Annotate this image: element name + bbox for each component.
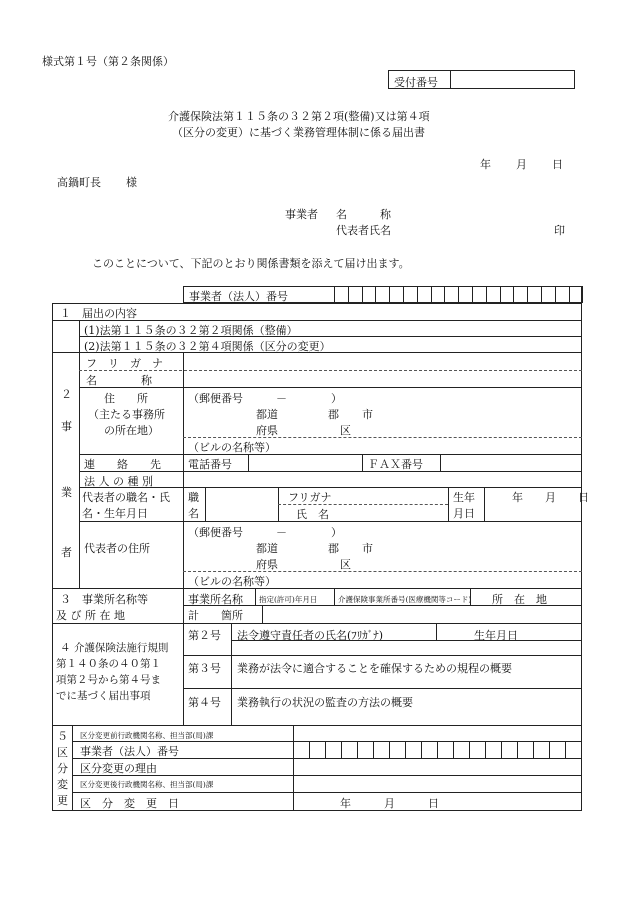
item-no3-label: 第３号 [188,662,221,675]
postal-code: （郵便番号 － ） [188,392,342,405]
s5-corp-number-digit-cell[interactable] [549,741,566,759]
corp-number-digit-cell[interactable] [417,286,432,303]
s5-corp-number-digit-cell[interactable] [293,741,310,759]
s5-corp-number-digit-cell[interactable] [373,741,390,759]
s5-corp-number-digit-cell[interactable] [405,741,422,759]
building-name-label: （ビルの名称等） [188,441,276,454]
corp-number-digit-cell[interactable] [375,286,390,303]
section4-label-1: ４ 介護保険法施行規則 [60,642,169,654]
s5-corp-number-digit-cell[interactable] [469,741,486,759]
corp-number-digit-cell[interactable] [403,286,418,303]
section2-number: ２ [61,388,72,401]
rep-county-gun: 郡 [328,542,339,555]
section2-vertical-1: 事 [61,420,72,433]
compliance-rules-label: 業務が法令に適合することを確保するための規程の概要 [237,662,512,675]
s5-corp-number-label: 事業者（法人）番号 [80,745,179,758]
office-name-label: 事業所名称 [188,593,243,606]
corp-number-digit-cell[interactable] [472,286,487,303]
corp-number-digit-cell[interactable] [527,286,542,303]
corp-number-label: 事業者（法人）番号 [189,290,288,303]
section3-label-2: 及 び 所 在 地 [56,609,125,622]
change-date-ymd: 年 月 日 [340,797,439,810]
section4-label-4: でに基づく届出事項 [56,690,151,702]
corp-number-digit-cell[interactable] [541,286,556,303]
rep-title-label-1: 代表者の職名・氏 [82,491,170,504]
designated-date-label: 指定(許可)年月日 [259,595,318,604]
rep-address-label: 代表者の住所 [84,542,150,555]
seal-mark: 印 [554,224,565,237]
address-label: 住 所 [104,392,148,405]
section1-option-2[interactable]: (2)法第１１５条の３２第４項関係（区分の変更） [84,340,331,353]
recipient-honorific: 様 [126,176,137,189]
city-shi: 市 [362,408,373,421]
receipt-number-label: 受付番号 [394,76,438,89]
form-number: 様式第１号（第２条関係） [42,55,174,68]
shoku-label-2: 名 [188,507,199,520]
prefecture-fu-ken: 府県 [256,424,278,437]
section1-heading: １ 届出の内容 [60,307,137,320]
s5-corp-number-digit-cell[interactable] [341,741,358,759]
rep-name-label: 氏 名 [296,508,329,521]
birth-label-1: 生年 [453,491,475,504]
applicant-label: 事業者 [285,208,318,221]
shoku-label-1: 職 [188,491,199,504]
corp-number-digit-cell[interactable] [486,286,501,303]
corp-number-digit-cell[interactable] [555,286,570,303]
section2-vertical-2: 業 [61,486,72,499]
location-label: 所 在 地 [492,593,547,606]
s5-corp-number-digit-cell[interactable] [453,741,470,759]
section1-option-1[interactable]: (1)法第１１５条の３２第２項関係（整備） [84,324,298,337]
section5-vertical-3: 変 [57,778,68,791]
audit-method-label: 業務執行の状況の監査の方法の概要 [237,696,413,709]
corp-type-label: 法 人 の 種 別 [84,475,153,488]
s5-corp-number-digit-cell[interactable] [501,741,518,759]
before-agency-label: 区分変更前行政機関名称、担当部(局)課 [80,731,214,740]
office-number-label: 介護保険事業所番号(医療機関等コード) [338,595,472,604]
change-date-label: 区 分 変 更 日 [80,797,179,810]
recipient-name: 高鍋町長 [57,176,101,189]
rep-ward-ku: 区 [340,558,351,571]
ward-ku: 区 [340,424,351,437]
intro-text: このことについて、下記のとおり関係書類を添えて届け出ます。 [92,257,410,270]
birth-ymd: 年 月 日 [512,491,589,504]
date-day: 日 [552,158,563,171]
corp-number-digit-cell[interactable] [362,286,377,303]
change-reason-label: 区分変更の理由 [80,762,157,775]
corp-number-digit-cell[interactable] [431,286,446,303]
rep-city-shi: 市 [362,542,373,555]
applicant-rep-label: 代表者氏名 [336,224,391,237]
corp-number-digit-cell[interactable] [334,286,349,303]
corp-number-digit-cell[interactable] [348,286,363,303]
rep-prefecture-to-do: 都道 [256,542,278,555]
corp-number-digit-cell[interactable] [458,286,473,303]
birth-label-2: 月日 [453,507,475,520]
section5-vertical-4: 更 [57,794,68,807]
date-year: 年 [480,158,491,171]
section2-vertical-3: 者 [61,546,72,559]
after-agency-label: 区分変更後行政機関名称、担当部(局)課 [80,780,214,789]
compliance-officer-label: 法令遵守責任者の氏名(ﾌﾘｶﾞﾅ) [237,629,384,642]
item-no2-label: 第２号 [188,629,221,642]
corp-number-digit-cell[interactable] [513,286,528,303]
tel-label: 電話番号 [188,458,232,471]
s5-corp-number-digit-cell[interactable] [309,741,326,759]
contact-label: 連 絡 先 [84,458,161,471]
s5-corp-number-digit-cell[interactable] [517,741,534,759]
section5-number: ５ [57,730,68,743]
rep-furigana-label: フリガナ [288,491,332,504]
section5-vertical-2: 分 [57,762,68,775]
total-count-label: 計 箇所 [188,609,243,622]
s5-corp-number-digit-cell[interactable] [357,741,374,759]
s5-corp-number-digit-cell[interactable] [565,741,582,759]
corp-number-digit-cell[interactable] [444,286,459,303]
compliance-birth-label: 生年月日 [474,629,518,642]
item-no4-label: 第４号 [188,696,221,709]
rep-postal-code: （郵便番号 － ） [188,526,342,539]
prefecture-to-do: 都道 [256,408,278,421]
s5-corp-number-digit-cell[interactable] [437,741,454,759]
corp-number-digit-cell[interactable] [569,286,584,303]
receipt-number-box [388,70,575,89]
s5-corp-number-digit-cell[interactable] [389,741,406,759]
s5-corp-number-digit-cell[interactable] [485,741,502,759]
s5-corp-number-digit-cell[interactable] [421,741,438,759]
name-label: 名 称 [86,374,152,387]
rep-prefecture-fu-ken: 府県 [256,558,278,571]
section5-vertical-1: 区 [57,746,68,759]
s5-corp-number-digit-cell[interactable] [533,741,550,759]
rep-building-label: （ビルの名称等） [188,575,276,588]
address-sub-1: （主たる事務所 [88,408,165,421]
corp-number-digit-cell[interactable] [500,286,515,303]
section3-label-1: ３ 事業所名称等 [60,593,148,606]
title-line-2: （区分の変更）に基づく業務管理体制に係る届出書 [172,126,425,139]
s5-corp-number-digit-cell[interactable] [325,741,342,759]
date-month: 月 [516,158,527,171]
fax-label: ＦＡＸ番号 [368,458,423,471]
address-sub-2: の所在地） [104,424,159,437]
section4-label-3: 項第２号から第４号ま [56,674,161,686]
title-line-1: 介護保険法第１１５条の３２第２項(整備)又は第４項 [168,110,430,123]
rep-title-label-2: 名・生年月日 [82,507,148,520]
applicant-name-label: 名 称 [336,208,391,221]
corp-number-digit-cell[interactable] [389,286,404,303]
furigana-label: フ リ ガ ナ [86,357,163,370]
county-gun: 郡 [328,408,339,421]
section4-label-2: 第１４０条の４０第１ [56,658,161,670]
